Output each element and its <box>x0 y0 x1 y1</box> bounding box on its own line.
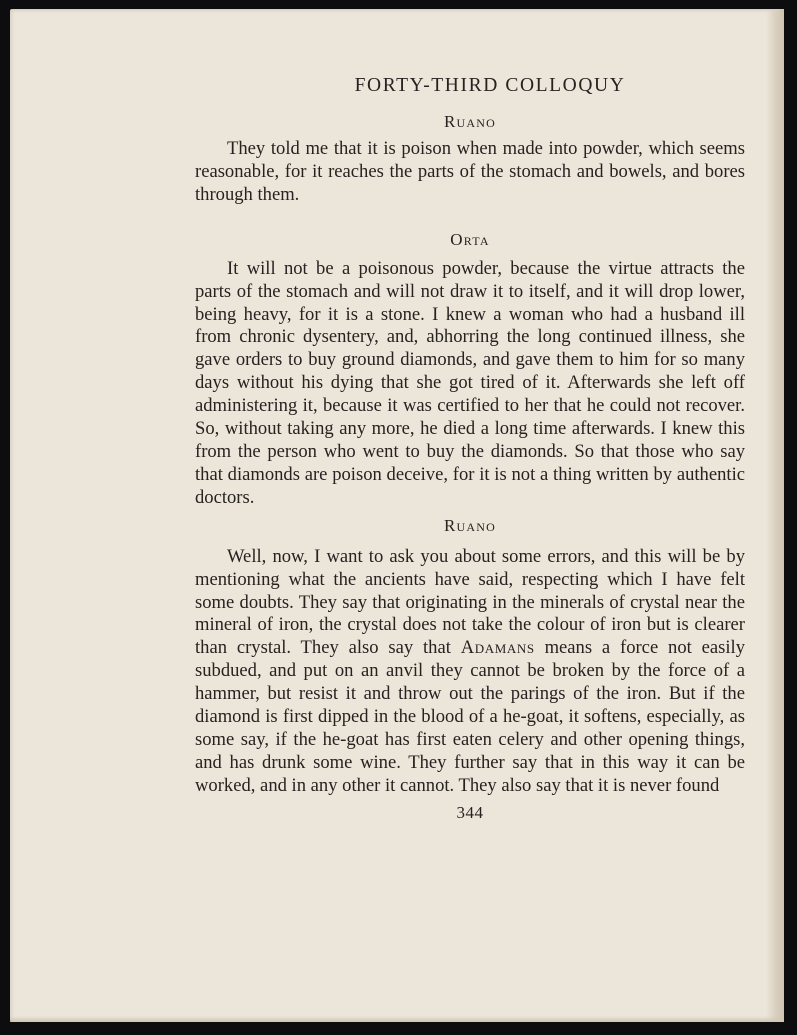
running-head: FORTY-THIRD COLLOQUY <box>354 75 626 96</box>
text-block <box>195 72 745 824</box>
book-page <box>10 9 784 1022</box>
page-fore-edge <box>766 9 784 1022</box>
page-number: 344 <box>456 802 484 822</box>
small-caps-term: Adamans <box>460 637 535 659</box>
page-bottom-edge <box>10 1016 784 1022</box>
dialogue-paragraph <box>195 546 745 798</box>
speaker-heading: Orta <box>450 229 490 249</box>
speaker-heading: Ruano <box>443 112 496 131</box>
paragraph-text: Well, now, I want to ask you about some errors, and this will be by mentioning what the ancients have said, respecting which I have felt some doubts. They say that originating in the minerals of crystal near the mineral of iron, the crystal does not take the colour of iron but is clearer than crystal. They also say that <box>195 545 745 659</box>
dialogue-paragraph: It will not be a poisonous powder, because the virtue attracts the parts of the stomach and will not draw it to itself, and it will drop lower, being heavy, for it is a stone. I knew a woman who had a husband ill from chronic dysentery, and, abhorring the long continued illness, she gave orders to buy ground diamonds, and gave them to him for so many days without his dying that she got tired of it. Afterwards she left off administering it, because it was certified to her that he could not recover. So, without taking any more, he died a long time afterwards. I knew this from the person who went to buy the diamonds. So that those who say that diamonds are poison deceive, for it is not a thing written by authentic doctors. <box>195 257 745 508</box>
speaker-heading: Ruano <box>443 515 496 535</box>
dialogue-paragraph: They told me that it is poison when made into powder, which seems reasonable, for it reaches the parts of the stomach and bowels, and bores through them. <box>195 138 745 205</box>
paragraph-text: means a force not easily subdued, and put on an anvil they cannot be broken by the force of a hammer, but resist it and throw out the parings of the iron. But if the diamond is first dipped in the blood of a he-goat, it softens, especially, as some say, if the he-goat has first eaten celery and other opening things, and has drunk some wine. They further say that in this way it can be worked, and in any other it cannot. They also say that it is never found <box>195 637 745 796</box>
